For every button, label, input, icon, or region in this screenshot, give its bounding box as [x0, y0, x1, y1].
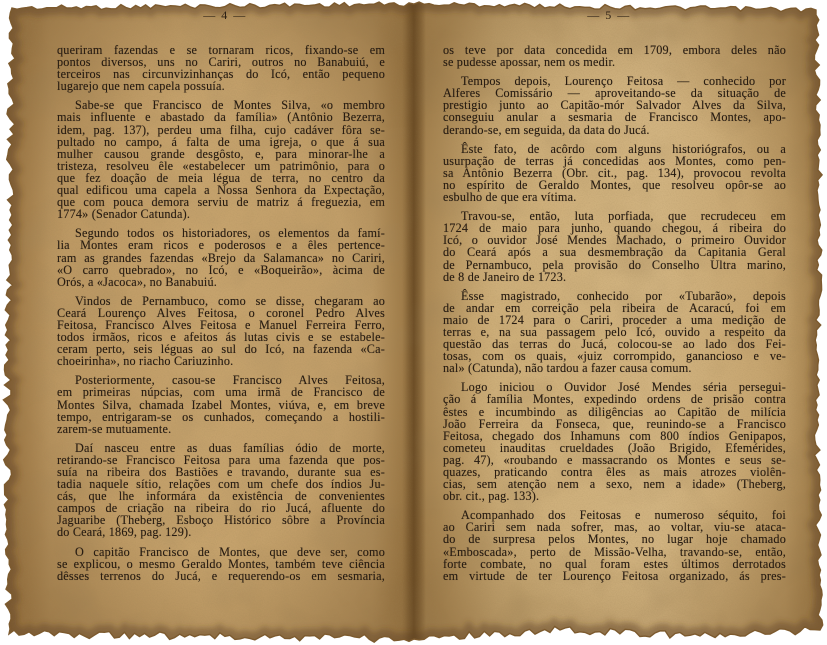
text-line: obr. cit., pag. 133).: [443, 489, 540, 504]
text-line: terras e, na sua passagem pelo Icó, ouvido a respeito da: [443, 324, 786, 339]
text-line: tempo, entrigaram-se os cunhados, começando a hostili-: [57, 409, 385, 424]
text-line: cias, sem atenção nem a sexo, nem a idade» (Theberg,: [443, 477, 786, 492]
text-line: Êsse magistrado, conhecido por «Tubarão», depois: [461, 288, 786, 303]
text-line: 1724 de maio para junho, quando chegou, á ribeira do: [443, 221, 786, 236]
text-line: cometeu inauditas crueldades (João Brigido, Efemérides,: [443, 440, 786, 455]
text-line: O capitão Francisco de Montes, que deve ser, como: [75, 544, 385, 559]
text-line: tosas, com os quais, «juiz corrompido, ganancioso e ve-: [443, 349, 786, 364]
paragraph: [57, 546, 385, 582]
text-line: suía na ribeira dos Bastiões e travando, durante sua es-: [57, 465, 385, 479]
text-line: usurpação de terras já concedidas aos Montes, como pen-: [443, 153, 786, 168]
text-line: os teve por data concedida em 1709, embora deles não: [443, 43, 786, 57]
text-line: em primeiras núpcias, com uma irmã de Francisco de: [57, 385, 385, 400]
text-line: Icó, o ouvidor José Mendes Machado, o primeiro Ouvidor: [443, 233, 786, 248]
right-page-text: [443, 44, 786, 582]
text-line: de 8 de Janeiro de 1723.: [443, 269, 567, 284]
paragraph: [57, 295, 385, 368]
text-line: esbulho de que era vítima.: [443, 190, 577, 205]
text-line: derando-se, em seguida, da data do Jucá.: [443, 122, 650, 137]
paragraph: [443, 509, 786, 582]
text-line: mulher causou grande desgôsto, e, para minorar-lhe a: [57, 146, 385, 161]
text-line: lugarejo que nem capela possuía.: [57, 79, 225, 94]
text-line: ram as grandes fazendas «Brejo da Salamanca» no Cariri,: [57, 250, 385, 265]
text-line: choeirinha», no riacho Cariuzinho.: [57, 354, 234, 369]
page-number-left: — 4 —: [203, 8, 247, 22]
text-line: queriram fazendas e se tornaram ricos, fixando-se em: [57, 43, 385, 57]
paragraph: [57, 442, 385, 539]
text-line: que com pouca demora serviu de matriz á freguezia, em: [57, 195, 385, 210]
text-line: campos de criação na ribeira do rio Jucá, afluente do: [57, 501, 385, 516]
paragraph: [443, 44, 786, 68]
paragraph: [443, 210, 786, 283]
text-line: se explicou, o mesmo Geraldo Montes, também teve ciência: [57, 556, 385, 571]
text-line: Tempos depois, Lourenço Feitosa — conhecido por: [461, 74, 786, 89]
paragraph: [57, 99, 385, 220]
text-line: Feitosa, chegado dos Inhamuns com 800 índios Genipapos,: [443, 428, 786, 443]
paragraph: [57, 44, 385, 92]
paragraph: [443, 75, 786, 135]
text-line: em virtude de ter Lourenço Feitosa organizado, ás pres-: [443, 568, 786, 583]
text-line: de Pernambuco, pela provisão do Conselho Ultra marino,: [443, 257, 786, 272]
text-line: Alferes Comissário — aproveitando-se da situação de: [443, 86, 786, 101]
text-line: Acompanhado dos Feitosas e numeroso séquito, foi: [461, 508, 786, 523]
text-line: qual edificou uma capela a Nossa Senhora da Expectação,: [57, 183, 385, 198]
text-line: dêsses terrenos do Jucá, e requerendo-os em sesmaria,: [57, 568, 385, 583]
text-line: pontos diversos, uns no Cariri, outros no Banabuiú, e: [57, 55, 385, 70]
paragraph: [57, 374, 385, 434]
text-line: pag. 47), «roubando e massacrando os Montes e seus se-: [443, 452, 786, 467]
text-line: Segundo todos os historiadores, os elementos da famí-: [75, 226, 385, 241]
text-line: nal» (Catunda), não tardou a fazer causa comum.: [443, 361, 692, 376]
text-line: êstes e incumbindo as diligências ao Capitão de milícia: [443, 404, 786, 419]
text-line: do Ceará após a sua desmembração da Capitania Geral: [443, 245, 786, 260]
text-line: Orós, a «Jacoca», no Banabuiú.: [57, 274, 217, 289]
text-line: João Ferreira da Fonseca, que, reunindo-se a Francisco: [443, 416, 786, 431]
text-line: tadia naquele sítio, relações com um chefe dos índios Ju-: [57, 477, 385, 492]
text-line: pultado no campo, á falta de uma igreja, o que á sua: [57, 134, 385, 149]
text-line: de andar em correição pela ribeira de Acaracú, foi em: [443, 300, 786, 315]
text-line: ao Cariri sem nada sofrer, mas, ao voltar, viu-se ataca-: [443, 520, 786, 535]
text-line: que fez doação de meia légua de terra, no centro da: [57, 170, 385, 185]
text-line: Posteriormente, casou-se Francisco Alves Feitosa,: [75, 373, 385, 388]
text-line: quazes, praticando contra êles as mais atrozes violên-: [443, 465, 786, 479]
text-line: prestigio junto ao Capitão-mór Salvador Alves da Silva,: [443, 98, 786, 113]
text-line: sa Antônio Bezerra (Obr. cit., pag. 134), provocou revolta: [443, 165, 786, 180]
text-line: do Ceará, 1869, pag. 129).: [57, 525, 192, 540]
left-page-text: [57, 44, 385, 582]
text-line: Feitosa, Francisco Alves Feitosa e Manuel Ferreira Ferro,: [57, 317, 385, 332]
text-line: se pudesse apossar, nem os medir.: [443, 55, 616, 70]
paragraph: [443, 381, 786, 502]
text-line: Daí nasceu entre as duas famílias ódio de morte,: [75, 440, 385, 455]
text-line: Vindos de Pernambuco, como se disse, chegaram ao: [75, 293, 385, 308]
text-line: cás, que lhe informára da existência de convenientes: [57, 489, 385, 504]
text-line: maio de 1724 para o Cariri, proceder a uma medição de: [443, 312, 786, 327]
text-line: «Emboscada», perto de Missão-Velha, travando-se, então,: [443, 544, 786, 559]
text-line: do de surpresa pelos Montes, no lugar hoje chamado: [443, 532, 786, 547]
text-line: Ceará Lourenço Alves Feitosa, o coronel Pedro Alves: [57, 305, 385, 320]
page-number-right: — 5 —: [587, 8, 631, 22]
text-line: idem, pag. 137), perdeu uma filha, cujo cadáver fôra se-: [57, 122, 385, 137]
text-line: 1774» (Senador Catunda).: [57, 207, 191, 222]
text-line: Jaguaribe (Theberg, Esboço Histórico sôbre a Província: [57, 513, 385, 528]
text-line: questão das terras do Jucá, colocou-se ao lado dos Fei-: [443, 337, 786, 352]
text-line: Travou-se, então, luta porfiada, que recrudeceu em: [461, 209, 786, 224]
text-line: «O carro quebrado», no Icó, e «Boqueirão», àcima de: [57, 262, 385, 277]
text-line: todos irmãos, ricos e afeitos ás lutas civis e se estabele-: [57, 330, 385, 345]
text-line: ceram perto, seis léguas ao sul do Icó, na fazenda «Ca-: [57, 342, 385, 357]
text-line: conseguiu anular a sesmaria de Francisco Montes, apo-: [443, 110, 786, 125]
text-line: Êste fato, de acôrdo com alguns historiógrafos, ou a: [461, 141, 786, 156]
paragraph: [443, 143, 786, 203]
text-line: no espírito de Geraldo Montes, que resolveu opôr-se ao: [443, 177, 786, 192]
text-line: zarem-se mutuamente.: [57, 421, 172, 436]
paragraph: [57, 227, 385, 287]
text-line: Logo iniciou o Ouvidor José Mendes séria persegui-: [461, 380, 786, 395]
text-line: retirando-se Francisco Feitosa para uma fazenda que pos-: [57, 452, 385, 467]
text-line: lia Montes eram ricos e poderosos e a êles pertence-: [57, 238, 385, 253]
text-line: terceiros nas circunvizinhanças do Icó, então pequeno: [57, 67, 385, 82]
text-line: Sabe-se que Francisco de Montes Silva, «o membro: [75, 98, 385, 113]
text-line: Montes Silva, chamada Izabel Montes, viúva, e, em breve: [57, 397, 385, 412]
text-line: mais influente e abastado da família» (Antônio Bezerra,: [57, 110, 385, 125]
text-line: forte combate, no qual foram estes últimos derrotados: [443, 556, 786, 571]
text-line: ção á família Montes, expedindo ordens de prisão contra: [443, 392, 786, 407]
paragraph: [443, 290, 786, 375]
text-line: tristeza, resolveu êle «estabelecer um patrimônio, para o: [57, 158, 385, 173]
